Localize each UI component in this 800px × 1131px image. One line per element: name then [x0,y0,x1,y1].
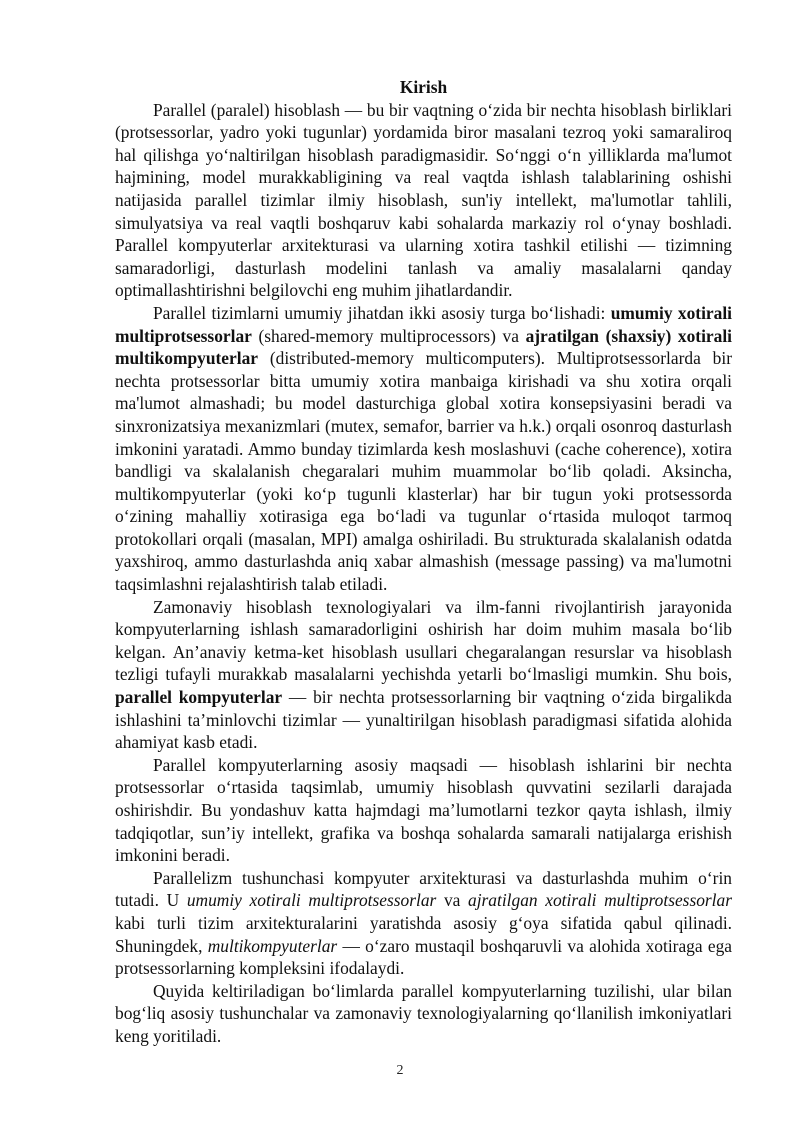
bold-term: parallel kompyuterlar [115,687,283,708]
paragraph-text: — o‘zaro mustaqil boshqaruvli va alohida xotiraga ega protsessorlarning kompleksini ifodalaydi. [115,935,732,979]
paragraph-text: — bir nechta protsessorlarning bir vaqtning o‘zida birgalikda ishlashini ta’minlovchi tizimlar — yunaltirilgan hisoblash paradigmasi sifatida alohida ahamiyat kasb etadi. [115,687,732,753]
document-body [115,76,732,1048]
paragraph-text: kabi turli tizim arxitekturalarini yaratishda asosiy g‘oya sifatida qabul qilinadi. Shuningdek, [115,912,732,956]
paragraph-text: Parallel (paralel) hisoblash — bu bir vaqtning o‘zida bir nechta hisoblash birliklari (protsessorlar, yadro yoki tugunlar) yordamida biror masalani tezroq yoki samaraliroq hal qilishga yo‘naltirilgan hisoblash paradigmasidir. So‘nggi o‘n yilliklarda ma'lumot hajmining, model murakkabligining va real vaqtda ishlash talablarining oshishi natijasida parallel tizimlar ilmiy hisoblash, sun'iy intellekt, ma'lumotlar tahlili, simulyatsiya va real vaqtli boshqaruv kabi sohalarda markaziy rol o‘ynay boshladi. Parallel kompyuterlar arxitekturasi va ularning xotira tashkil etilishi — tizimning samaradorligi, dasturlash modelini tanlash va amaliy masalalarni qanday optimallashtirishni belgilovchi eng muhim jihatlardandir. [115,99,732,301]
paragraph [115,980,732,1048]
paragraph [115,302,732,596]
paragraph-text: (shared-memory multiprocessors) va [251,325,526,346]
paragraph-text: va [436,890,469,911]
italic-term: ajratilgan xotirali multiprotsessorlar [468,890,732,911]
paragraph [115,867,732,980]
italic-term: umumiy xotirali multiprotsessorlar [186,890,437,911]
paragraph-text: Parallel kompyuterlarning asosiy maqsadi — hisoblash ishlarini bir nechta protsessorlar o‘rtasida taqsimlab, umumiy hisoblash quvvatini sezilarli darajada oshirishdir. Bu yondashuv katta hajmdagi ma’lumotlarni tezkor qayta ishlash, ilmiy tadqiqotlar, sun’iy intellekt, grafika va boshqa sohalarda samarali natijalarga erishish imkonini beradi. [115,754,732,866]
bold-term: umumiy xotirali multiprotsessorlar [115,302,732,346]
italic-term: multikompyuterlar [207,935,338,956]
page-number: 2 [396,1063,404,1078]
paragraph-text: Quyida keltiriladigan bo‘limlarda parallel kompyuterlarning tuzilishi, ular bilan bog‘liq asosiy tushunchalar va zamonaviy texnologiyalarning qo‘llanilish imkoniyatlari keng yoritiladi. [115,980,732,1046]
section-title: Kirish [399,77,448,97]
paragraph [115,99,732,302]
paragraph-text: (distributed-memory multicomputers). Multiprotsessorlarda bir nechta protsessorlar bitta umumiy xotira manbaiga kirishadi va shu xotira orqali ma'lumot almashadi; bu model dasturchiga global xotira konsepsiyasini beradi va sinxronizatsiya mexanizmlari (mutex, semafor, barrier va h.k.) orqali osonroq dasturlash imkonini yaratadi. Ammo bunday tizimlarda kesh moslashuvi (cache coherence), xotira bandligi va skalalanish chegaralari muhim muammolar bo‘lib qoladi. Aksincha, multikompyuterlar (yoki ko‘p tugunli klasterlar) har bir tugun yoki protsessorda o‘zining mahalliy xotirasiga ega bo‘ladi va tugunlar o‘rtasida muloqot tarmoq protokollari orqali (masalan, MPI) amalga oshiriladi. Bu strukturada skalalanish odatda yaxshiroq, ammo dasturlashda aniq xabar almashish (message passing) va ma'lumotni taqsimlashni rejalashtirish talab etiladi. [115,348,732,595]
paragraph [115,754,732,867]
paragraph-text: Parallel tizimlarni umumiy jihatdan ikki asosiy turga bo‘lishadi: [153,302,611,323]
paragraph-text: Zamonaviy hisoblash texnologiyalari va ilm-fanni rivojlantirish jarayonida kompyuterlarning ishlash samaradorligini oshirish har doim muhim masala bo‘lib kelgan. An’anaviy ketma-ket hisoblash usullari chegaralangan resurslar va hisoblash tezligi tufayli murakkab masalalarni yechishda yetarli bo‘lmasligi mumkin. Shu bois, [115,596,732,685]
paragraph [115,596,732,754]
bold-term: ajratilgan (shaxsiy) xotirali multikompyuterlar [115,325,732,369]
paragraph-list [115,99,732,1048]
paragraph-text: Parallelizm tushunchasi kompyuter arxitekturasi va dasturlashda muhim o‘rin tutadi. U [115,867,732,911]
